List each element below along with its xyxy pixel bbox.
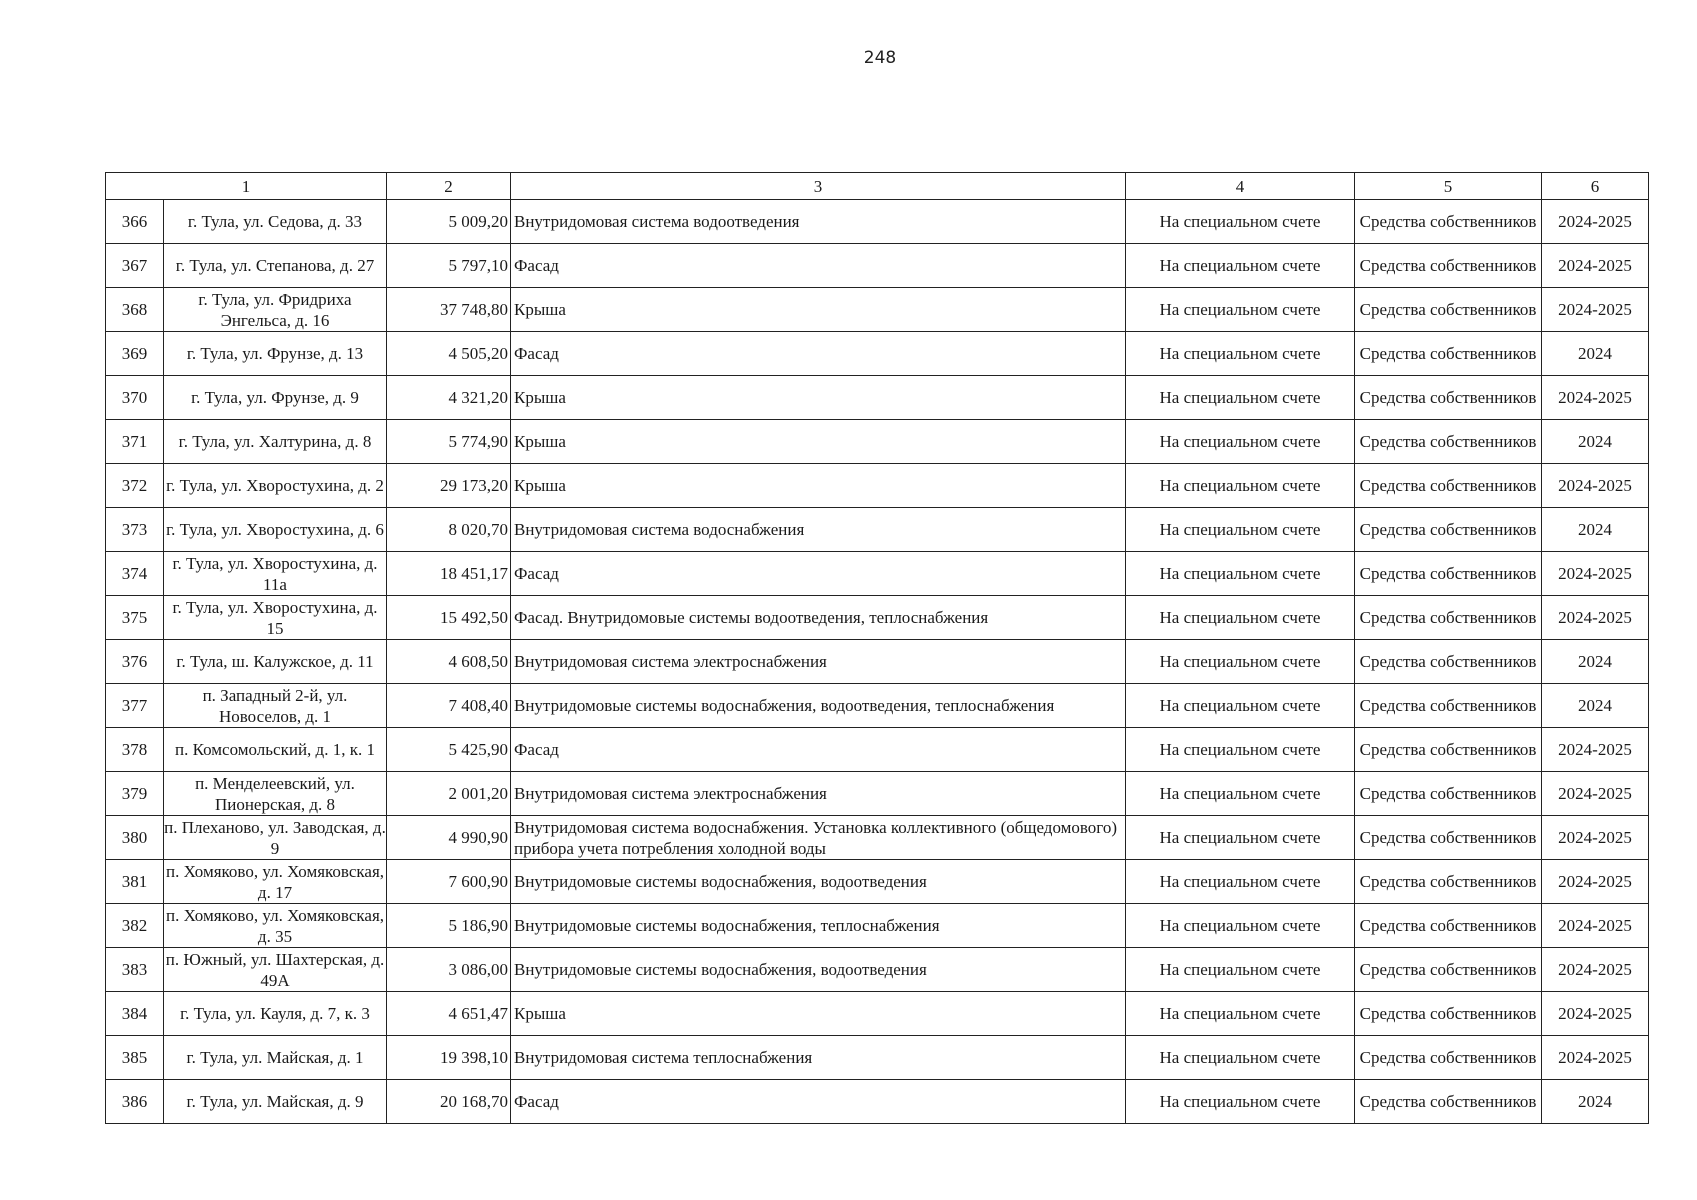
column-header-2: 2 xyxy=(387,173,511,200)
cost-cell: 15 492,50 xyxy=(387,596,511,640)
period-cell: 2024 xyxy=(1542,640,1649,684)
table-row xyxy=(106,552,1649,596)
table-row xyxy=(106,200,1649,244)
address-cell: п. Хомяково, ул. Хомяковская, д. 35 xyxy=(164,904,387,948)
funding-source-cell: Средства собственников xyxy=(1355,1036,1542,1080)
funding-source-cell: Средства собственников xyxy=(1355,420,1542,464)
table-row xyxy=(106,1036,1649,1080)
funding-source-cell: Средства собственников xyxy=(1355,244,1542,288)
address-cell: г. Тула, ул. Майская, д. 1 xyxy=(164,1036,387,1080)
work-type-cell: Фасад. Внутридомовые системы водоотведения, теплоснабжения xyxy=(511,596,1126,640)
address-cell: п. Комсомольский, д. 1, к. 1 xyxy=(164,728,387,772)
row-number: 384 xyxy=(106,992,164,1036)
row-number: 372 xyxy=(106,464,164,508)
period-cell: 2024-2025 xyxy=(1542,200,1649,244)
funding-source-cell: Средства собственников xyxy=(1355,904,1542,948)
table-row xyxy=(106,376,1649,420)
column-header-5: 5 xyxy=(1355,173,1542,200)
cost-cell: 8 020,70 xyxy=(387,508,511,552)
column-header-3: 3 xyxy=(511,173,1126,200)
page-number: 248 xyxy=(863,48,897,68)
row-number: 381 xyxy=(106,860,164,904)
address-cell: г. Тула, ул. Хворостухина, д. 6 xyxy=(164,508,387,552)
work-type-cell: Внутридомовая система водоснабжения xyxy=(511,508,1126,552)
period-cell: 2024-2025 xyxy=(1542,992,1649,1036)
row-number: 368 xyxy=(106,288,164,332)
period-cell: 2024-2025 xyxy=(1542,464,1649,508)
table-row xyxy=(106,992,1649,1036)
cost-cell: 7 408,40 xyxy=(387,684,511,728)
cost-cell: 20 168,70 xyxy=(387,1080,511,1124)
funding-source-cell: Средства собственников xyxy=(1355,376,1542,420)
address-cell: г. Тула, ул. Майская, д. 9 xyxy=(164,1080,387,1124)
address-cell: г. Тула, ул. Халтурина, д. 8 xyxy=(164,420,387,464)
cost-cell: 18 451,17 xyxy=(387,552,511,596)
funding-source-cell: Средства собственников xyxy=(1355,772,1542,816)
period-cell: 2024-2025 xyxy=(1542,244,1649,288)
funding-source-cell: Средства собственников xyxy=(1355,728,1542,772)
cost-cell: 37 748,80 xyxy=(387,288,511,332)
address-cell: г. Тула, ул. Хворостухина, д. 2 xyxy=(164,464,387,508)
table-row xyxy=(106,772,1649,816)
table-row xyxy=(106,508,1649,552)
funding-source-cell: Средства собственников xyxy=(1355,860,1542,904)
work-type-cell: Фасад xyxy=(511,1080,1126,1124)
table-row xyxy=(106,244,1649,288)
row-number: 380 xyxy=(106,816,164,860)
table-row xyxy=(106,904,1649,948)
cost-cell: 2 001,20 xyxy=(387,772,511,816)
funding-source-cell: Средства собственников xyxy=(1355,992,1542,1036)
table-row xyxy=(106,288,1649,332)
funding-source-cell: Средства собственников xyxy=(1355,1080,1542,1124)
address-cell: г. Тула, ш. Калужское, д. 11 xyxy=(164,640,387,684)
cost-cell: 5 186,90 xyxy=(387,904,511,948)
row-number: 382 xyxy=(106,904,164,948)
row-number: 374 xyxy=(106,552,164,596)
period-cell: 2024-2025 xyxy=(1542,904,1649,948)
address-cell: г. Тула, ул. Фридриха Энгельса, д. 16 xyxy=(164,288,387,332)
address-cell: г. Тула, ул. Хворостухина, д. 11а xyxy=(164,552,387,596)
period-cell: 2024-2025 xyxy=(1542,376,1649,420)
cost-cell: 5 774,90 xyxy=(387,420,511,464)
address-cell: п. Менделеевский, ул. Пионерская, д. 8 xyxy=(164,772,387,816)
work-type-cell: Внутридомовая система водоснабжения. Установка коллективного (общедомового) прибора учета потребления холодной воды xyxy=(511,816,1126,860)
funding-source-cell: Средства собственников xyxy=(1355,288,1542,332)
account-method-cell: На специальном счете xyxy=(1126,1036,1355,1080)
row-number: 385 xyxy=(106,1036,164,1080)
account-method-cell: На специальном счете xyxy=(1126,816,1355,860)
account-method-cell: На специальном счете xyxy=(1126,288,1355,332)
account-method-cell: На специальном счете xyxy=(1126,728,1355,772)
table-row xyxy=(106,728,1649,772)
work-type-cell: Крыша xyxy=(511,464,1126,508)
address-cell: г. Тула, ул. Фрунзе, д. 13 xyxy=(164,332,387,376)
row-number: 373 xyxy=(106,508,164,552)
row-number: 366 xyxy=(106,200,164,244)
account-method-cell: На специальном счете xyxy=(1126,200,1355,244)
account-method-cell: На специальном счете xyxy=(1126,596,1355,640)
account-method-cell: На специальном счете xyxy=(1126,1080,1355,1124)
period-cell: 2024-2025 xyxy=(1542,948,1649,992)
cost-cell: 4 651,47 xyxy=(387,992,511,1036)
row-number: 376 xyxy=(106,640,164,684)
funding-source-cell: Средства собственников xyxy=(1355,508,1542,552)
column-number-row xyxy=(106,173,1649,200)
period-cell: 2024-2025 xyxy=(1542,596,1649,640)
table-row xyxy=(106,816,1649,860)
work-type-cell: Фасад xyxy=(511,728,1126,772)
table-row xyxy=(106,464,1649,508)
account-method-cell: На специальном счете xyxy=(1126,992,1355,1036)
period-cell: 2024-2025 xyxy=(1542,728,1649,772)
work-type-cell: Внутридомовые системы водоснабжения, водоотведения xyxy=(511,948,1126,992)
period-cell: 2024 xyxy=(1542,332,1649,376)
address-cell: п. Плеханово, ул. Заводская, д. 9 xyxy=(164,817,386,858)
account-method-cell: На специальном счете xyxy=(1126,332,1355,376)
period-cell: 2024 xyxy=(1542,420,1649,464)
column-header-1: 1 xyxy=(106,173,387,200)
table-row xyxy=(106,332,1649,376)
column-header-6: 6 xyxy=(1542,173,1649,200)
repair-registry-table xyxy=(105,172,1649,1124)
work-type-cell: Крыша xyxy=(511,376,1126,420)
period-cell: 2024-2025 xyxy=(1542,860,1649,904)
work-type-cell: Внутридомовая система электроснабжения xyxy=(511,772,1126,816)
account-method-cell: На специальном счете xyxy=(1126,948,1355,992)
period-cell: 2024 xyxy=(1542,1080,1649,1124)
address-cell: п. Хомяково, ул. Хомяковская, д. 17 xyxy=(164,860,387,904)
account-method-cell: На специальном счете xyxy=(1126,772,1355,816)
funding-source-cell: Средства собственников xyxy=(1355,640,1542,684)
cost-cell: 4 608,50 xyxy=(387,640,511,684)
period-cell: 2024-2025 xyxy=(1542,816,1649,860)
cost-cell: 3 086,00 xyxy=(387,948,511,992)
account-method-cell: На специальном счете xyxy=(1126,376,1355,420)
address-cell: г. Тула, ул. Седова, д. 33 xyxy=(164,200,387,244)
table-row xyxy=(106,420,1649,464)
row-number: 369 xyxy=(106,332,164,376)
funding-source-cell: Средства собственников xyxy=(1355,816,1542,860)
period-cell: 2024 xyxy=(1542,684,1649,728)
address-cell: г. Тула, ул. Хворостухина, д. 15 xyxy=(164,596,387,640)
period-cell: 2024-2025 xyxy=(1542,772,1649,816)
cost-cell: 5 425,90 xyxy=(387,728,511,772)
row-number: 379 xyxy=(106,772,164,816)
column-header-4: 4 xyxy=(1126,173,1355,200)
account-method-cell: На специальном счете xyxy=(1126,464,1355,508)
cost-cell: 5 797,10 xyxy=(387,244,511,288)
row-number: 371 xyxy=(106,420,164,464)
work-type-cell: Фасад xyxy=(511,332,1126,376)
cost-cell: 4 321,20 xyxy=(387,376,511,420)
period-cell: 2024-2025 xyxy=(1542,552,1649,596)
cost-cell: 4 990,90 xyxy=(387,816,511,860)
account-method-cell: На специальном счете xyxy=(1126,684,1355,728)
work-type-cell: Фасад xyxy=(511,244,1126,288)
cost-cell: 29 173,20 xyxy=(387,464,511,508)
work-type-cell: Внутридомовые системы водоснабжения, теплоснабжения xyxy=(511,904,1126,948)
funding-source-cell: Средства собственников xyxy=(1355,596,1542,640)
work-type-cell: Внутридомовые системы водоснабжения, водоотведения xyxy=(511,860,1126,904)
row-number: 378 xyxy=(106,728,164,772)
account-method-cell: На специальном счете xyxy=(1126,552,1355,596)
cost-cell: 5 009,20 xyxy=(387,200,511,244)
row-number: 367 xyxy=(106,244,164,288)
account-method-cell: На специальном счете xyxy=(1126,860,1355,904)
row-number: 377 xyxy=(106,684,164,728)
work-type-cell: Крыша xyxy=(511,288,1126,332)
account-method-cell: На специальном счете xyxy=(1126,244,1355,288)
work-type-cell: Крыша xyxy=(511,420,1126,464)
table-row xyxy=(106,684,1649,728)
row-number: 386 xyxy=(106,1080,164,1124)
row-number: 383 xyxy=(106,948,164,992)
table-row xyxy=(106,640,1649,684)
account-method-cell: На специальном счете xyxy=(1126,640,1355,684)
address-cell: г. Тула, ул. Степанова, д. 27 xyxy=(164,244,387,288)
work-type-cell: Фасад xyxy=(511,552,1126,596)
funding-source-cell: Средства собственников xyxy=(1355,332,1542,376)
address-cell: п. Западный 2-й, ул. Новоселов, д. 1 xyxy=(164,684,387,728)
work-type-cell: Внутридомовая система теплоснабжения xyxy=(511,1036,1126,1080)
cost-cell: 7 600,90 xyxy=(387,860,511,904)
work-type-cell: Крыша xyxy=(511,992,1126,1036)
funding-source-cell: Средства собственников xyxy=(1355,948,1542,992)
address-cell: г. Тула, ул. Фрунзе, д. 9 xyxy=(164,376,387,420)
table-row xyxy=(106,1080,1649,1124)
period-cell: 2024-2025 xyxy=(1542,288,1649,332)
account-method-cell: На специальном счете xyxy=(1126,904,1355,948)
address-cell: п. Южный, ул. Шахтерская, д. 49А xyxy=(164,948,387,992)
period-cell: 2024-2025 xyxy=(1542,1036,1649,1080)
table-row xyxy=(106,860,1649,904)
work-type-cell: Внутридомовые системы водоснабжения, водоотведения, теплоснабжения xyxy=(511,684,1126,728)
row-number: 375 xyxy=(106,596,164,640)
period-cell: 2024 xyxy=(1542,508,1649,552)
funding-source-cell: Средства собственников xyxy=(1355,200,1542,244)
address-cell: г. Тула, ул. Кауля, д. 7, к. 3 xyxy=(164,992,387,1036)
work-type-cell: Внутридомовая система электроснабжения xyxy=(511,640,1126,684)
table-row xyxy=(106,596,1649,640)
funding-source-cell: Средства собственников xyxy=(1355,552,1542,596)
account-method-cell: На специальном счете xyxy=(1126,420,1355,464)
funding-source-cell: Средства собственников xyxy=(1355,684,1542,728)
table-row xyxy=(106,948,1649,992)
cost-cell: 4 505,20 xyxy=(387,332,511,376)
cost-cell: 19 398,10 xyxy=(387,1036,511,1080)
account-method-cell: На специальном счете xyxy=(1126,508,1355,552)
funding-source-cell: Средства собственников xyxy=(1355,464,1542,508)
row-number: 370 xyxy=(106,376,164,420)
work-type-cell: Внутридомовая система водоотведения xyxy=(511,200,1126,244)
